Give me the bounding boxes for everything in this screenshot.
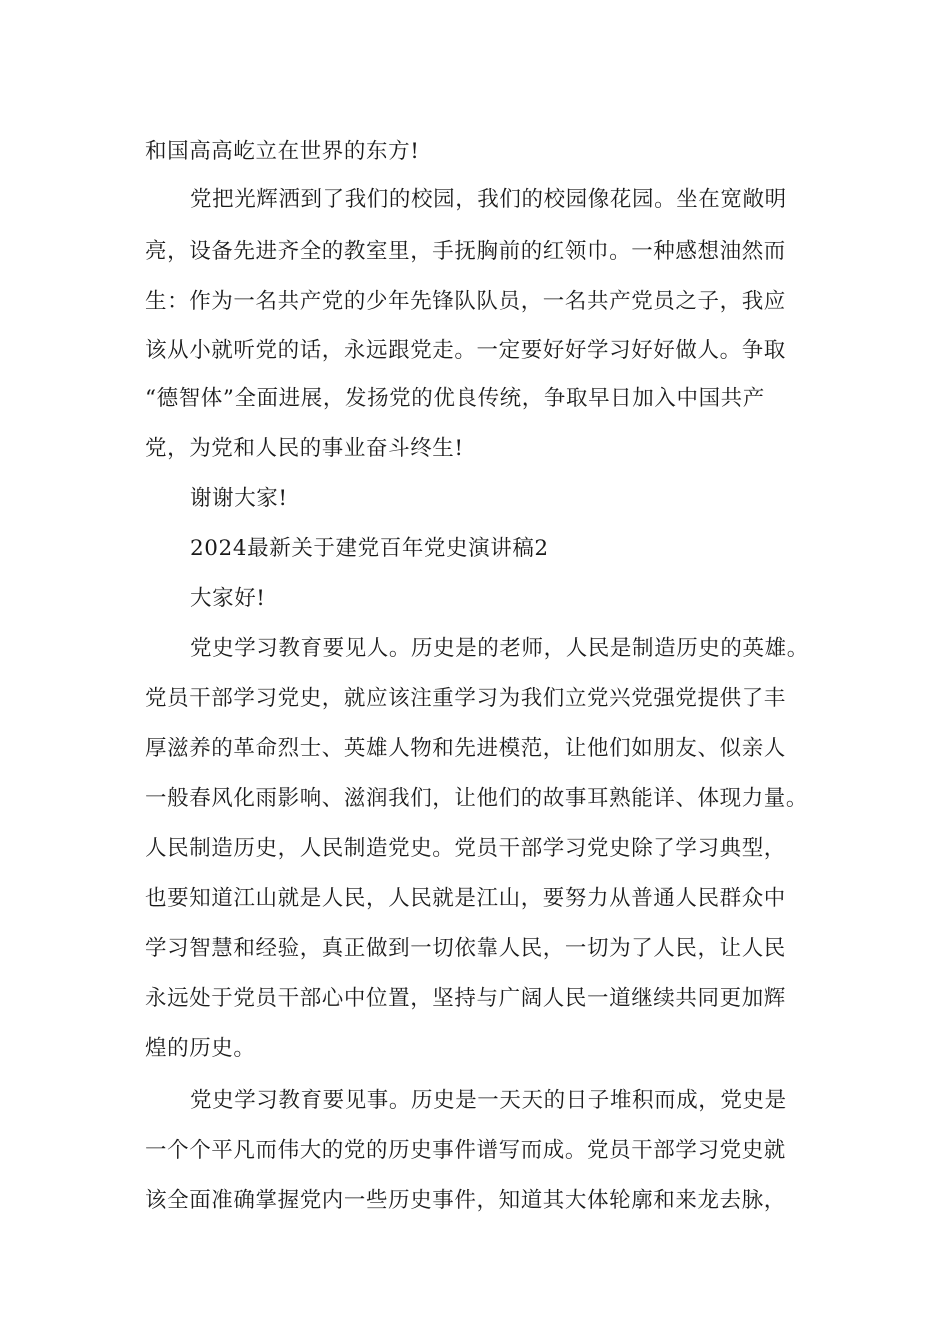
text-line: 党员干部学习党史，就应该注重学习为我们立党兴党强党提供了丰	[145, 686, 786, 711]
text-line: 煌的历史。	[145, 1036, 256, 1061]
paragraph-first-line: 党史学习教育要见人。历史是的老师，人民是制造历史的英雄。	[190, 636, 809, 661]
text-line: 党，为党和人民的事业奋斗终生!	[145, 436, 464, 461]
paragraph-first-line: 党史学习教育要见事。历史是一天天的日子堆积而成，党史是	[190, 1088, 787, 1113]
greeting-line: 大家好!	[190, 586, 266, 611]
text-line: 厚滋养的革命烈士、英雄人物和先进模范，让他们如朋友、似亲人	[145, 736, 786, 761]
text-line: 该全面准确掌握党内一些历史事件，知道其大体轮廓和来龙去脉，	[145, 1188, 786, 1213]
text-line: 学习智慧和经验，真正做到一切依靠人民，一切为了人民，让人民	[145, 936, 786, 961]
text-line: 亮，设备先进齐全的教室里，手抚胸前的红领巾。一种感想油然而	[145, 239, 786, 264]
text-line: 一个个平凡而伟大的党的历史事件谱写而成。党员干部学习党史就	[145, 1138, 786, 1163]
paragraph-first-line: 党把光辉洒到了我们的校园，我们的校园像花园。坐在宽敞明	[190, 187, 787, 212]
text-line: 和国高高屹立在世界的东方!	[145, 139, 420, 164]
text-line: 生：作为一名共产党的少年先锋队队员，一名共产党员之子，我应	[145, 289, 786, 314]
text-line: 人民制造历史，人民制造党史。党员干部学习党史除了学习典型，	[145, 836, 786, 861]
text-line: 该从小就听党的话，永远跟党走。一定要好好学习好好做人。争取	[145, 338, 786, 363]
text-line: 永远处于党员干部心中位置，坚持与广阔人民一道继续共同更加辉	[145, 986, 786, 1011]
text-line: 也要知道江山就是人民，人民就是江山，要努力从普通人民群众中	[145, 886, 786, 911]
text-line: “德智体”全面进展，发扬党的优良传统，争取早日加入中国共产	[145, 386, 765, 411]
section-title: 2024最新关于建党百年党史演讲稿2	[190, 536, 549, 561]
closing-line: 谢谢大家!	[190, 486, 288, 511]
text-line: 一般春风化雨影响、滋润我们，让他们的故事耳熟能详、体现力量。	[145, 786, 809, 811]
